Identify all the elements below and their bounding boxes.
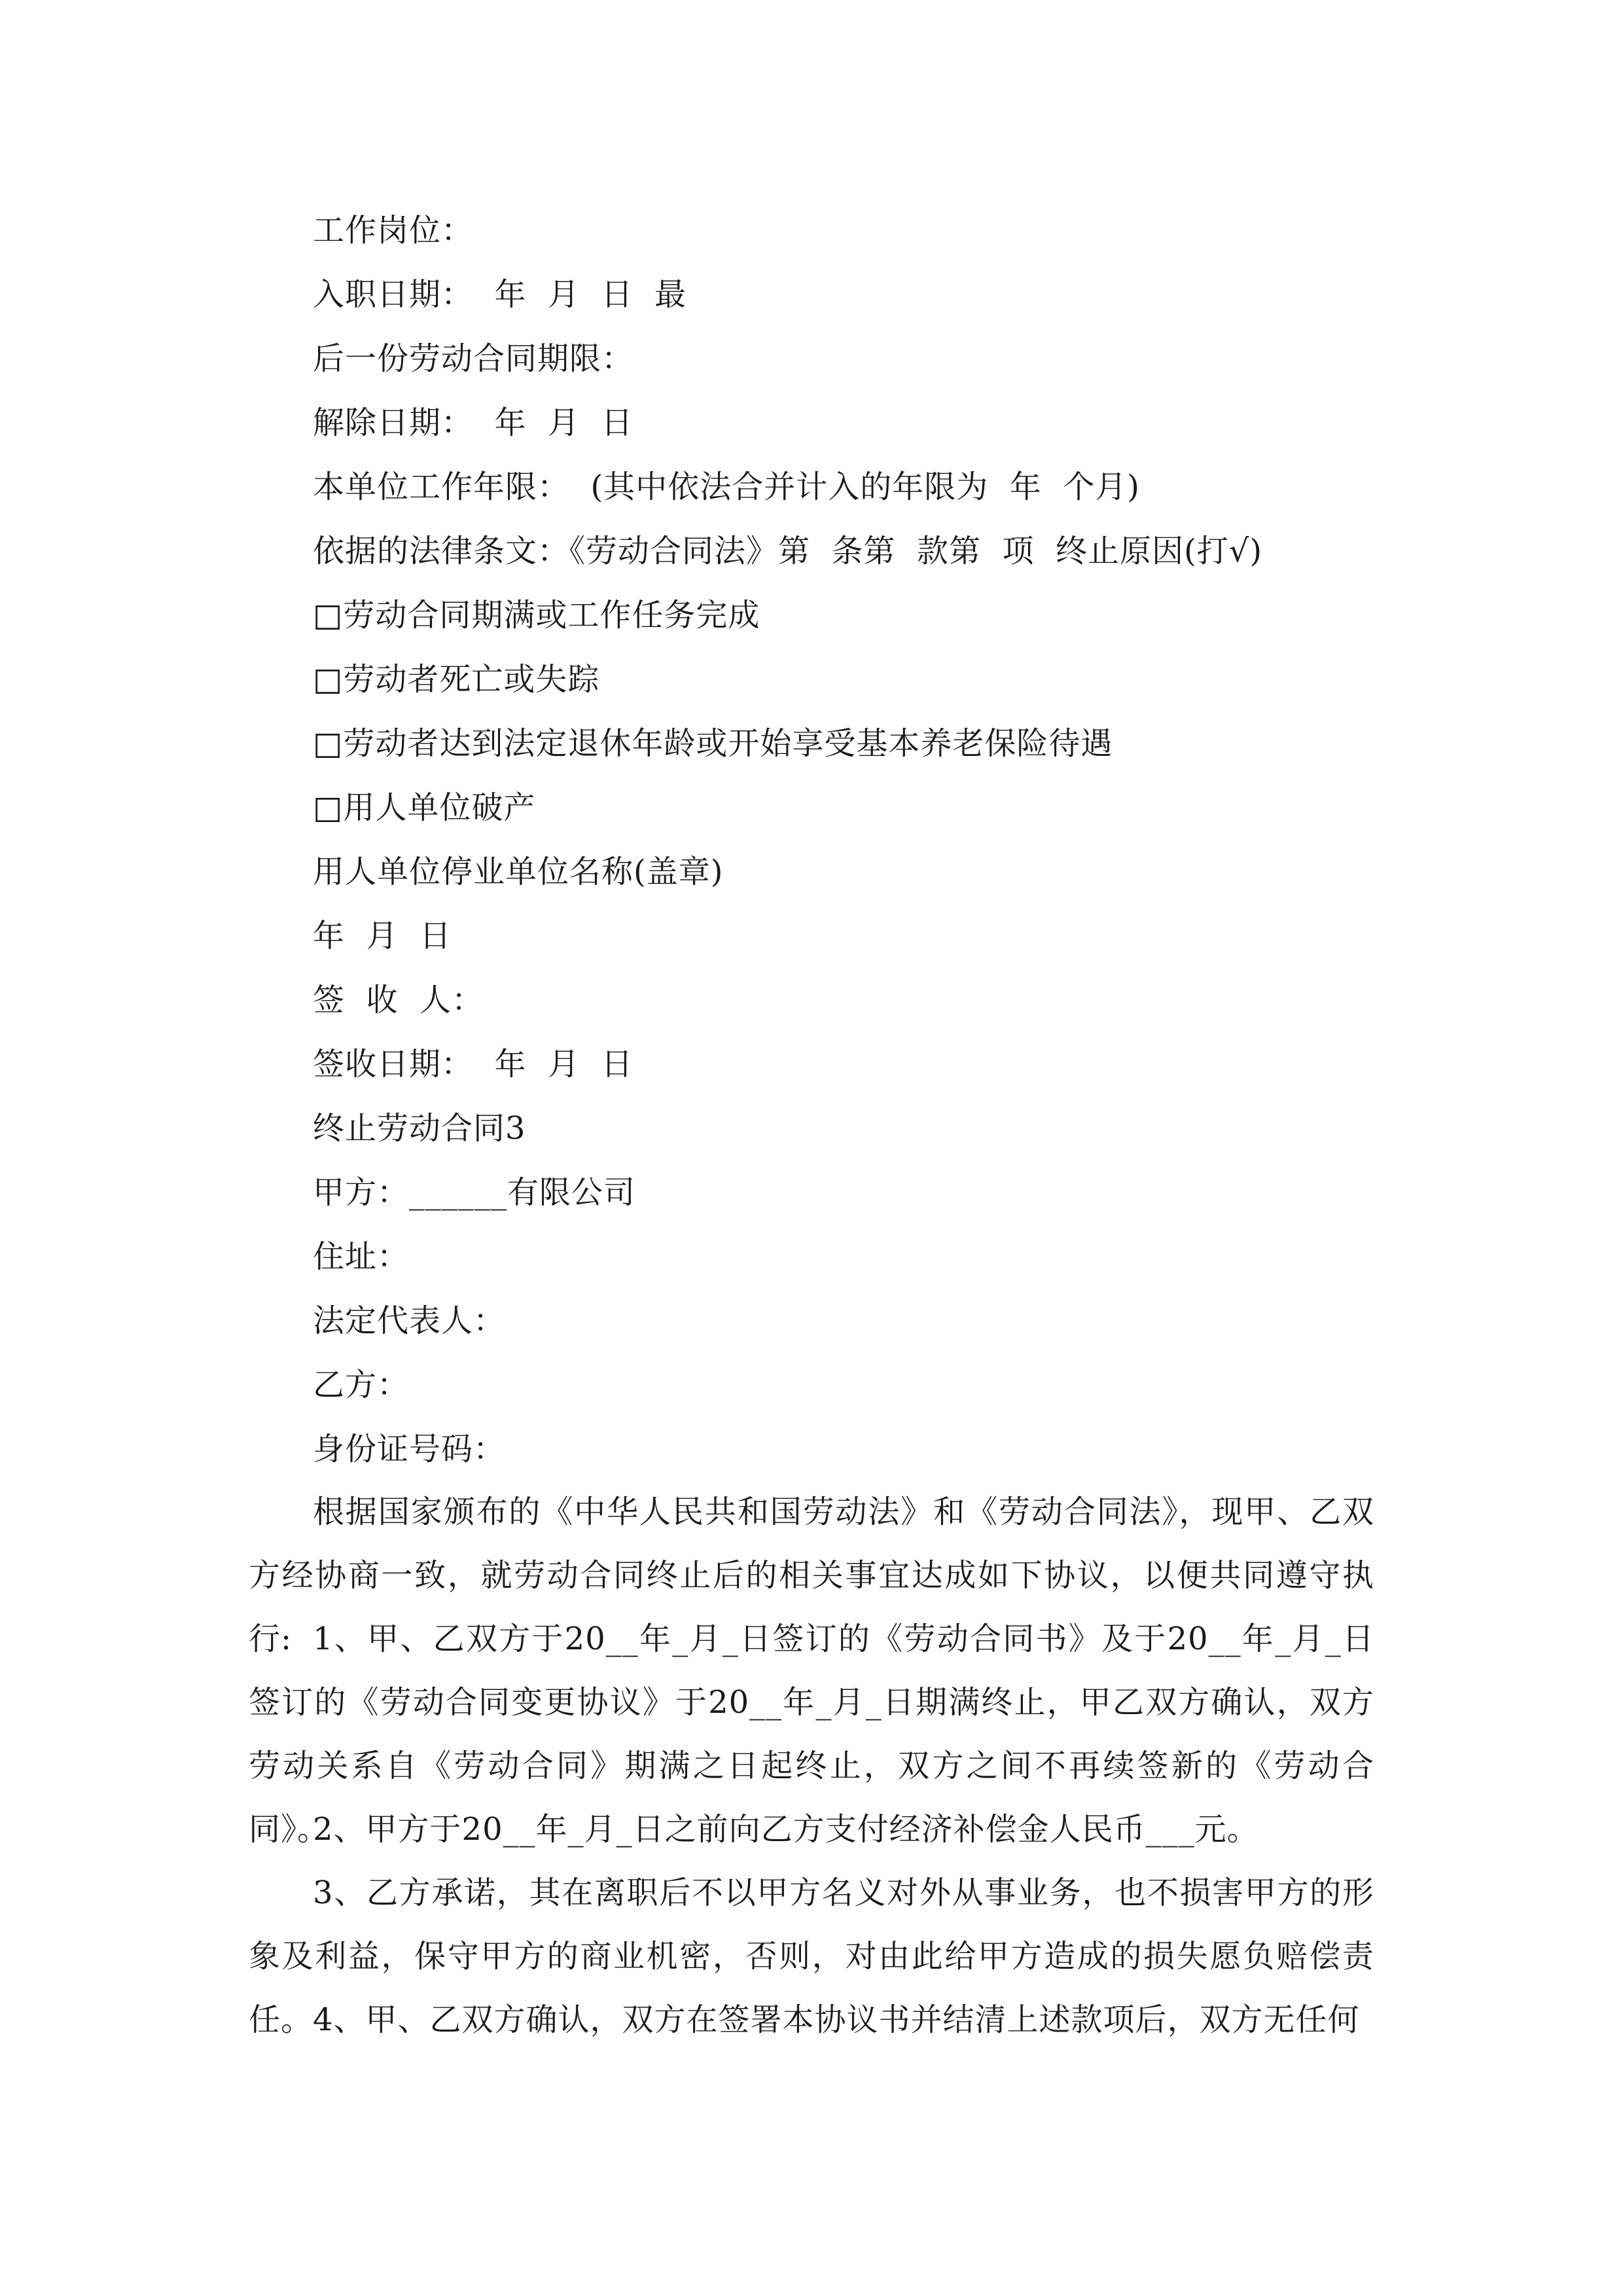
field-service-years: 本单位工作年限： (其中依法合并计入的年限为 年 个月) bbox=[313, 469, 1141, 505]
field-id-number: 身份证号码： bbox=[313, 1431, 506, 1467]
field-termination-date: 解除日期： 年 月 日 bbox=[313, 404, 633, 441]
checkbox-option-bankruptcy: □用人单位破产 bbox=[313, 789, 536, 826]
field-receipt-date: 签收日期： 年 月 日 bbox=[313, 1046, 633, 1083]
field-legal-basis: 依据的法律条文：《劳动合同法》第 条第 款第 项 终止原因(打√) bbox=[313, 533, 1263, 569]
field-legal-representative: 法定代表人： bbox=[313, 1302, 506, 1339]
checkbox-option-death-missing: □劳动者死亡或失踪 bbox=[313, 661, 600, 698]
checkbox-option-contract-expired: □劳动合同期满或工作任务完成 bbox=[313, 597, 760, 634]
field-recipient: 签 收 人： bbox=[313, 982, 484, 1018]
section-title: 终止劳动合同3 bbox=[313, 1110, 526, 1147]
field-seal-date: 年 月 日 bbox=[313, 918, 452, 954]
paragraph-clause-3: 3、乙方承诺，其在离职后不以甲方名义对外从事业务，也不损害甲方的形象及利益，保守甲方的商业机密，否则，对由此给甲方造成的损失愿负赔偿责任。 bbox=[249, 1874, 1374, 2038]
field-entry-date: 入职日期： 年 月 日 最 bbox=[313, 276, 687, 313]
paragraph-clause-4: 4、甲、乙双方确认，双方在签署本协议书并结清上述款项后，双方无任何 bbox=[313, 2001, 1360, 2038]
paragraph-clause-1: 1、甲、乙双方于20__年_月_日签订的《劳动合同书》及于20__年_月_日签订的《劳动合同变更协议》于20__年_月_日期满终止，甲乙双方确认，双方劳动关系自《劳动合同》期满之日起终止，双方之间不再续签新的《劳动合同》。 bbox=[249, 1621, 1374, 1848]
field-party-b: 乙方： bbox=[313, 1367, 410, 1403]
field-address: 住址： bbox=[313, 1238, 410, 1275]
paragraph-intro: 根据国家颁布的《中华人民共和国劳动法》和《劳动合同法》，现甲、乙双方经协商一致，就劳动合同终止后的相关事宜达成如下协议，以便共同遵守执行: bbox=[249, 1494, 1374, 1657]
paragraph-clause-2: 2、甲方于20__年_月_日之前向乙方支付经济补偿金人民币___元。 bbox=[313, 1811, 1259, 1848]
field-employer-seal: 用人单位停业单位名称(盖章) bbox=[313, 853, 724, 890]
checkbox-option-retirement: □劳动者达到法定退休年龄或开始享受基本养老保险待遇 bbox=[313, 725, 1113, 762]
field-party-a: 甲方：______有限公司 bbox=[313, 1174, 636, 1211]
field-job-position: 工作岗位： bbox=[313, 212, 474, 249]
field-last-contract-term: 后一份劳动合同期限： bbox=[313, 340, 634, 377]
